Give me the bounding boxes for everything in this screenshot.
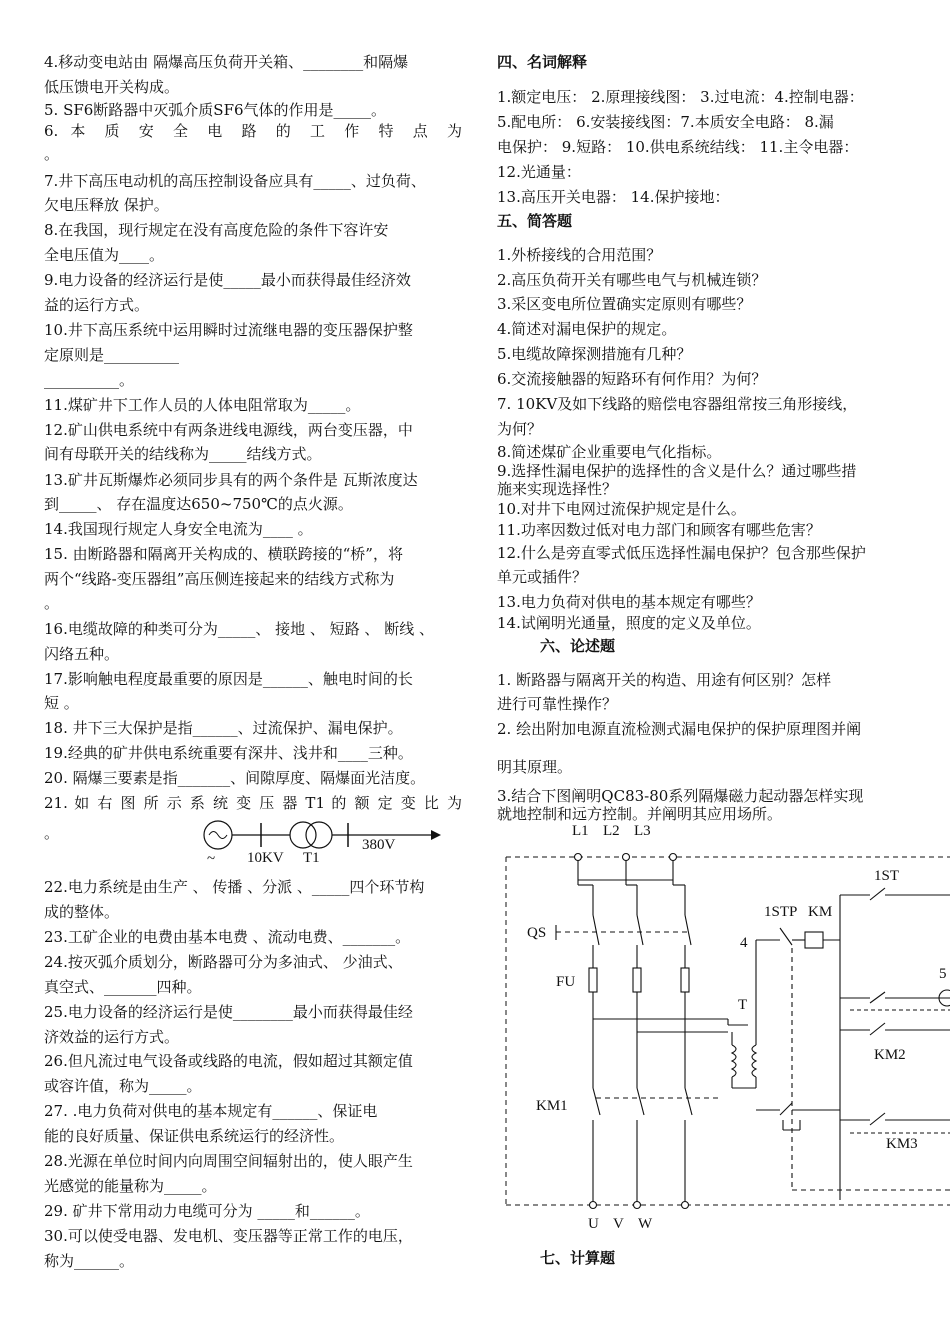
- q29-line1: 29. 矿井下常用动力电缆可分为 _____和______。: [44, 1202, 370, 1220]
- q5-line1: 5. SF6断路器中灭弧介质SF6气体的作用是_____。: [44, 101, 387, 119]
- circuit-labels: [527, 823, 947, 1232]
- q21-line2: 。: [44, 824, 60, 842]
- q19-line1: 19.经典的矿井供电系统重要有深井、浅井和____三种。: [44, 744, 413, 762]
- label-node-5: 5: [939, 966, 947, 982]
- q4-line1: 4.移动变电站由 隔爆高压负荷开关箱、________和隔爆: [44, 53, 409, 71]
- q6-line2: 。: [44, 145, 60, 163]
- q30-line1: 30.可以使受电器、发电机、变压器等正常工作的电压，: [44, 1227, 413, 1245]
- q8-line1: 8.在我国，现行规定在没有高度危险的条件下容许安: [44, 221, 389, 239]
- circuit-dashed-enclosure: [506, 857, 950, 1205]
- q21-line1: 21. 如 右 图 所 示 系 统 变 压 器 T1 的 额 定 变 比 为: [44, 794, 462, 812]
- label-W: W: [638, 1216, 653, 1232]
- generator-sine: [209, 832, 227, 839]
- q23-line1: 23.工矿企业的电费由基本电费 、流动电费、_______。: [44, 928, 411, 946]
- voltage-lv-label: 380V: [362, 837, 396, 853]
- label-L2: L2: [603, 823, 620, 839]
- essay-q1-line2: 进行可靠性操作？: [497, 695, 618, 713]
- sa-q13: 13.电力负荷对供电的基本规定有哪些？: [497, 593, 761, 611]
- essay-q1-line1: 1. 断路器与隔离开关的构造、用途有何区别？怎样: [497, 671, 832, 689]
- q15-line3: 。: [44, 594, 60, 612]
- label-1ST: 1ST: [874, 868, 900, 884]
- q30-line2: 称为______。: [44, 1252, 135, 1270]
- q13-line1: 13.矿井瓦斯爆炸必须同步具有的两个条件是 瓦斯浓度达: [44, 471, 418, 489]
- q7-line1: 7.井下高压电动机的高压控制设备应具有_____、过负荷、: [44, 172, 426, 190]
- q12-line1: 12.矿山供电系统中有两条进线电源线，两台变压器，中: [44, 421, 413, 439]
- sa-q3: 3.采区变电所位置确实定原则有哪些？: [497, 295, 752, 313]
- transformer-label: T1: [303, 850, 320, 866]
- label-1STP: 1STP: [764, 904, 798, 920]
- sa-q9-line1: 9.选择性漏电保护的选择性的含义是什么？通过哪些措: [497, 462, 857, 480]
- sa-q12-line2: 单元或插件？: [497, 568, 588, 586]
- q14-line1: 14.我国现行规定人身安全电流为____ 。: [44, 520, 313, 538]
- q22-line1: 22.电力系统是由生产 、 传播 、分派 、_____四个环节构: [44, 878, 425, 896]
- label-T: T: [738, 997, 748, 1013]
- q10-line2: 定原则是__________: [44, 346, 180, 364]
- sa-q7-line2: 为何？: [497, 420, 543, 438]
- label-node-4: 4: [740, 935, 748, 951]
- terms-line2: 5.配电所： 6.安装接线图：7.本质安全电路： 8.漏: [497, 113, 834, 131]
- q9-line1: 9.电力设备的经济运行是使_____最小而获得最佳经济效: [44, 271, 411, 289]
- essay-q3-line1: 3.结合下图阐明QC83-80系列隔爆磁力起动器怎样实现: [497, 787, 864, 805]
- essay-q3-line2: 就地控制和远方控制。并阐明其应用场所。: [497, 805, 783, 823]
- section-4-heading: 四、名词解释: [497, 53, 588, 71]
- section-6-heading: 六、论述题: [540, 637, 616, 655]
- q25-line1: 25.电力设备的经济运行是使________最小而获得最佳经: [44, 1003, 413, 1021]
- tilde-label: ~: [207, 851, 216, 867]
- q12-line2: 间有母联开关的结线称为_____结线方式。: [44, 445, 322, 463]
- q25-line2: 济效益的运行方式。: [44, 1028, 180, 1046]
- essay-q2-line1: 2. 绘出附加电源直流检测式漏电保护的保护原理图并阐: [497, 720, 862, 738]
- arrow-head: [431, 830, 441, 840]
- q28-line1: 28.光源在单位时间内向周围空间辐射出的，使人眼产生: [44, 1152, 413, 1170]
- q15-line2: 两个“线路-变压器组”高压侧连接起来的结线方式称为: [44, 570, 395, 588]
- q28-line2: 光感觉的能量称为_____。: [44, 1177, 217, 1195]
- q11-line1: 11.煤矿井下工作人员的人体电阻常取为_____。: [44, 396, 361, 414]
- terms-line4: 12.光通量：: [497, 163, 581, 181]
- q20-line1: 20. 隔爆三要素是指_______、间隙厚度、隔爆面光洁度。: [44, 769, 426, 787]
- terms-line3: 电保护： 9.短路： 10.供电系统结线： 11.主令电器：: [497, 138, 859, 156]
- label-KM2: KM2: [874, 1047, 906, 1063]
- sa-q9-line2: 施来实现选择性？: [497, 480, 618, 498]
- q9-line2: 益的运行方式。: [44, 296, 150, 314]
- q22-line2: 成的整体。: [44, 903, 120, 921]
- transformer-winding-2: [306, 822, 332, 848]
- q16-line1: 16.电缆故障的种类可分为_____、 接地 、 短路 、 断线 、: [44, 620, 434, 638]
- sa-q5: 5.电缆故障探测措施有几种？: [497, 345, 692, 363]
- q7-line2: 欠电压释放 保护。: [44, 196, 169, 214]
- q13-line2: 到_____、 存在温度达650~750℃的点火源。: [44, 495, 353, 513]
- q17-line2: 短 。: [44, 694, 79, 712]
- label-L3: L3: [634, 823, 651, 839]
- q26-line2: 或容许值，称为_____。: [44, 1077, 202, 1095]
- label-KM3: KM3: [886, 1136, 918, 1152]
- essay-q2-line2: 明其原理。: [497, 758, 573, 776]
- sa-q4: 4.简述对漏电保护的规定。: [497, 320, 677, 338]
- section-7-heading: 七、计算题: [540, 1249, 616, 1267]
- label-KM1: KM1: [536, 1098, 568, 1114]
- starter-circuit-diagram: [500, 820, 950, 1235]
- q4-line2: 低压馈电开关构成。: [44, 78, 180, 96]
- terms-line1: 1.额定电压： 2.原理接线图： 3.过电流：4.控制电器：: [497, 88, 864, 106]
- q10-line3: __________。: [44, 371, 135, 389]
- label-V: V: [613, 1216, 624, 1232]
- q6-line1: 6. 本 质 安 全 电 路 的 工 作 特 点 为: [44, 122, 462, 140]
- sa-q1: 1.外桥接线的合用范围？: [497, 246, 662, 264]
- q8-line2: 全电压值为____。: [44, 246, 165, 264]
- label-L1: L1: [572, 823, 589, 839]
- label-KM: KM: [808, 904, 833, 920]
- voltage-hv-label: 10KV: [247, 850, 284, 866]
- sa-q10: 10.对井下电网过流保护规定是什么。: [497, 500, 746, 518]
- sa-q6: 6.交流接触器的短路环有何作用？为何？: [497, 370, 767, 388]
- q27-line1: 27. .电力负荷对供电的基本规定有______、保证电: [44, 1102, 378, 1120]
- circuit-wiring: [556, 854, 950, 1209]
- transformer-system-figure: [195, 815, 455, 870]
- sa-q7-line1: 7. 10KV及如下线路的赔偿电容器组常按三角形接线，: [497, 395, 858, 413]
- q27-line2: 能的良好质量、保证供电系统运行的经济性。: [44, 1127, 345, 1145]
- q10-line1: 10.井下高压系统中运用瞬时过流继电器的变压器保护整: [44, 321, 413, 339]
- sa-q14: 14.试阐明光通量，照度的定义及单位。: [497, 614, 761, 632]
- label-U: U: [588, 1216, 599, 1232]
- section-5-heading: 五、简答题: [497, 212, 573, 230]
- sa-q8: 8.简述煤矿企业重要电气化指标。: [497, 443, 722, 461]
- transformer-winding-1: [290, 822, 316, 848]
- q17-line1: 17.影响触电程度最重要的原因是______、触电时间的长: [44, 670, 413, 688]
- q24-line1: 24.按灭弧介质划分，断路器可分为多油式、 少油式、: [44, 953, 403, 971]
- q15-line1: 15. 由断路器和隔离开关构成的、横联跨接的“桥”，将: [44, 545, 403, 563]
- sa-q12-line1: 12.什么是旁直零式低压选择性漏电保护？包含那些保护: [497, 544, 866, 562]
- q18-line1: 18. 井下三大保护是指______、过流保护、漏电保护。: [44, 719, 403, 737]
- terms-line5: 13.高压开关电器： 14.保护接地：: [497, 188, 730, 206]
- q16-line2: 闪络五种。: [44, 645, 120, 663]
- q24-line2: 真空式、_______四种。: [44, 978, 202, 996]
- sa-q11: 11.功率因数过低对电力部门和顾客有哪些危害？: [497, 521, 821, 539]
- q26-line1: 26.但凡流过电气设备或线路的电流，假如超过其额定值: [44, 1052, 413, 1070]
- label-FU: FU: [556, 974, 576, 990]
- label-QS: QS: [527, 925, 547, 941]
- sa-q2: 2.高压负荷开关有哪些电气与机械连锁？: [497, 271, 767, 289]
